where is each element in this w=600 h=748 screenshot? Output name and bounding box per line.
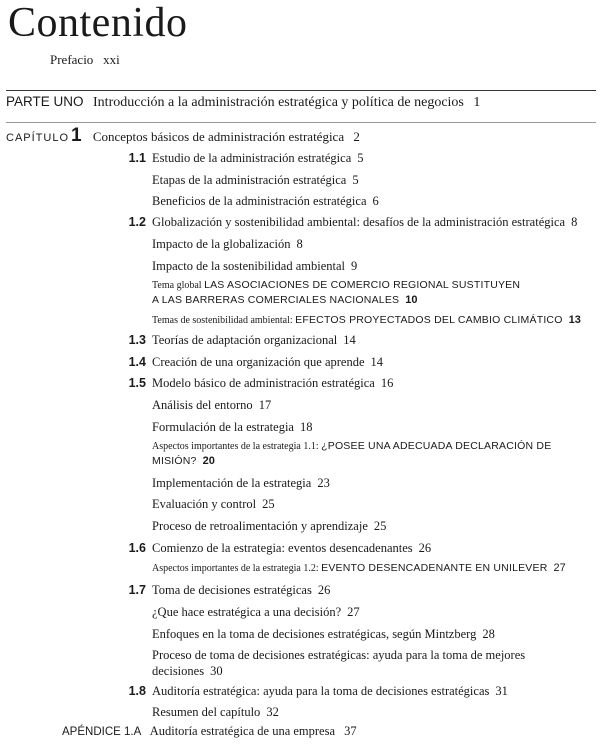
toc-entry[interactable] (152, 704, 279, 720)
entry-page: 8 (296, 237, 303, 251)
toc-section-1-6[interactable] (152, 540, 431, 556)
section-number: 1.4 (128, 355, 146, 369)
entry-title: Implementación de la estrategia (152, 476, 312, 490)
entry-page: 6 (372, 194, 379, 208)
entry-title: Impacto de la globalización (152, 237, 291, 251)
section-number: 1.3 (128, 333, 146, 347)
section-number: 1.8 (128, 684, 146, 698)
appendix-page: 37 (344, 724, 357, 738)
entry-page: 26 (418, 541, 432, 555)
prefacio-page: xxi (103, 52, 120, 67)
entry-title: Globalización y sostenibilidad ambiental: desafíos de la administración estratégica (152, 215, 566, 229)
entry-page: 30 (210, 664, 223, 678)
entry-page: 8 (571, 215, 578, 229)
box-title: LAS ASOCIACIONES DE COMERCIO REGIONAL SUSTITUYEN A LAS BARRERAS COMERCIALES NACIONALES (152, 279, 521, 306)
entry-page: 20 (202, 455, 215, 467)
box-prefix: Temas de sostenibilidad ambiental: (152, 315, 293, 326)
entry-page: 32 (266, 705, 279, 719)
toc-entry[interactable] (152, 475, 330, 491)
section-number: 1.5 (128, 376, 146, 390)
toc-entry[interactable] (152, 518, 386, 534)
chapter-title: Conceptos básicos de administración estratégica (92, 129, 345, 144)
toc-entry[interactable] (152, 258, 357, 274)
entry-title: Auditoría estratégica: ayuda para la toma de decisiones estratégicas (152, 684, 490, 698)
chapter-page: 2 (353, 129, 360, 144)
toc-section-1-7[interactable] (152, 582, 330, 598)
entry-title: Beneficios de la administración estratégica (152, 194, 367, 208)
section-number: 1.7 (128, 583, 146, 597)
entry-title: Proceso de toma de decisiones estratégicas: ayuda para la toma de mejores decisiones (152, 648, 526, 678)
box-title: EVENTO DESENCADENANTE EN UNILEVER (321, 562, 548, 574)
entry-title: Teorías de adaptación organizacional (152, 333, 338, 347)
entry-page: 5 (357, 151, 364, 165)
entry-page: 18 (299, 420, 313, 434)
toc-entry[interactable] (152, 172, 359, 188)
toc-section-1-4[interactable] (152, 354, 383, 370)
entry-page: 27 (347, 605, 360, 619)
box-prefix: Aspectos importantes de la estrategia 1.2: (152, 563, 319, 574)
toc-entry[interactable] (152, 419, 312, 435)
entry-page: 26 (317, 583, 331, 597)
entry-page: 28 (482, 627, 495, 641)
entry-title: Etapas de la administración estratégica (152, 173, 347, 187)
box-title: EFECTOS PROYECTADOS DEL CAMBIO CLIMÁTICO (295, 314, 563, 326)
toc-entry[interactable] (152, 647, 552, 679)
entry-page: 31 (495, 684, 508, 698)
toc-section-1-1[interactable] (152, 150, 364, 166)
entry-title: Estudio de la administración estratégica (152, 151, 352, 165)
part-label: PARTE UNO (6, 94, 84, 109)
box-prefix: Aspectos importantes de la estrategia 1.1: (152, 441, 319, 452)
entry-title: Impacto de la sostenibilidad ambiental (152, 259, 345, 273)
toc-box-aspectos-1-1[interactable] (152, 439, 572, 469)
toc-entry[interactable] (152, 496, 275, 512)
entry-page: 10 (405, 294, 418, 306)
toc-box-sostenibilidad[interactable] (152, 313, 581, 328)
entry-page: 17 (258, 398, 272, 412)
entry-title: Enfoques en la toma de decisiones estratégicas, según Mintzberg (152, 627, 477, 641)
part-page: 1 (473, 95, 481, 110)
section-number: 1.2 (128, 215, 146, 229)
part-title: Introducción a la administración estratégica y política de negocios (93, 95, 464, 110)
entry-title: Análisis del entorno (152, 398, 253, 412)
appendix-title: Auditoría estratégica de una empresa (149, 724, 336, 738)
section-number: 1.1 (128, 151, 146, 165)
entry-title: Resumen del capítulo (152, 705, 261, 719)
entry-page: 27 (553, 562, 566, 574)
entry-page: 25 (373, 519, 387, 533)
entry-page: 16 (380, 376, 394, 390)
toc-entry[interactable] (152, 193, 379, 209)
entry-title: Proceso de retroalimentación y aprendizaje (152, 519, 368, 533)
toc-entry[interactable] (152, 604, 360, 620)
entry-title: Modelo básico de administración estratégica (152, 376, 375, 390)
toc-entry[interactable] (152, 626, 495, 642)
entry-title: Formulación de la estrategia (152, 420, 294, 434)
toc-appendix-1a[interactable] (62, 724, 357, 739)
page-title: Contenido (8, 0, 188, 46)
box-prefix: Tema global (152, 280, 202, 291)
chapter-label: CAPÍTULO (6, 132, 70, 144)
toc-section-1-3[interactable] (152, 332, 356, 348)
toc-part-one[interactable] (6, 94, 480, 111)
toc-box-tema-global[interactable] (152, 278, 522, 308)
toc-section-1-8[interactable] (152, 683, 508, 699)
entry-title: ¿Que hace estratégica a una decisión? (152, 605, 342, 619)
toc-section-1-5[interactable] (152, 375, 393, 391)
appendix-label: APÉNDICE 1.A (62, 726, 142, 738)
toc-section-1-2[interactable] (152, 214, 577, 230)
prefacio-label: Prefacio (50, 52, 94, 67)
chapter-number: 1 (71, 125, 82, 146)
entry-page: 25 (262, 497, 275, 511)
entry-page: 14 (370, 355, 384, 369)
entry-title: Toma de decisiones estratégicas (152, 583, 312, 597)
section-number: 1.6 (128, 541, 146, 555)
entry-title: Evaluación y control (152, 497, 257, 511)
entry-page: 9 (351, 259, 358, 273)
toc-entry[interactable] (152, 397, 271, 413)
box-title: ¿POSEE UNA ADECUADA DECLARACIÓN DE MISIÓN? (152, 440, 552, 467)
entry-page: 14 (343, 333, 356, 347)
toc-entry[interactable] (152, 236, 303, 252)
toc-box-aspectos-1-2[interactable] (152, 561, 566, 576)
divider (6, 122, 596, 123)
entry-page: 5 (352, 173, 359, 187)
divider (6, 90, 596, 91)
entry-title: Creación de una organización que aprende (152, 355, 365, 369)
toc-prefacio[interactable] (50, 52, 120, 68)
entry-page: 23 (317, 476, 330, 490)
entry-title: Comienzo de la estrategia: eventos desencadenantes (152, 541, 413, 555)
toc-chapter-1[interactable] (6, 125, 360, 147)
entry-page: 13 (568, 314, 581, 326)
